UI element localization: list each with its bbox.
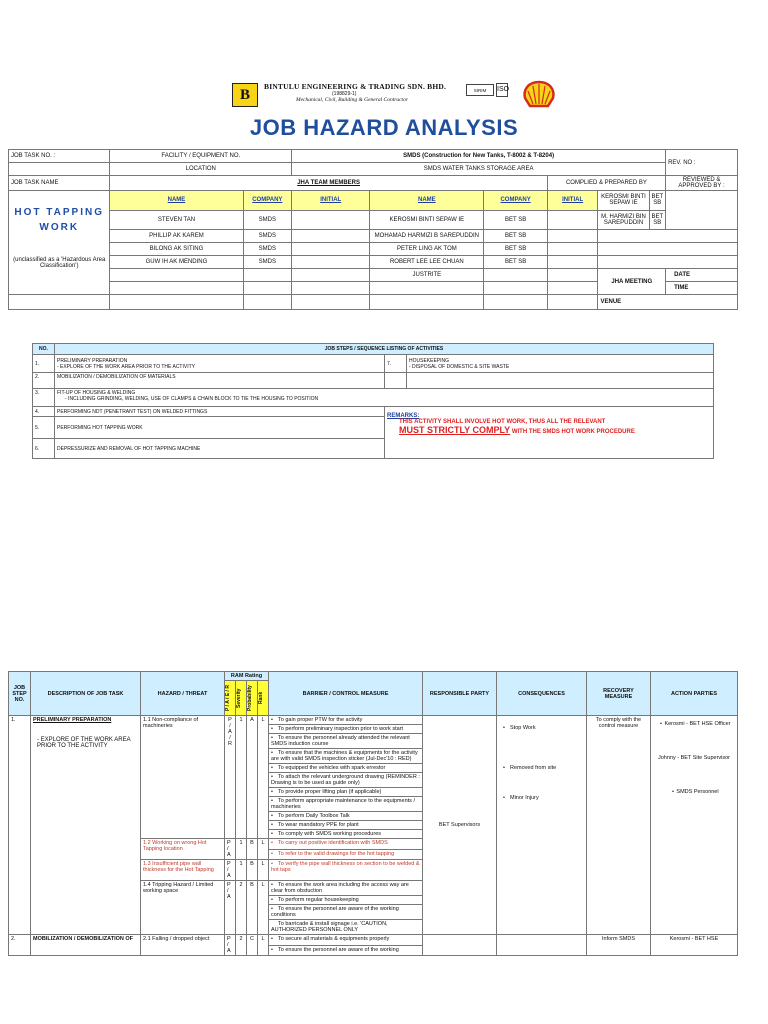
steps-no-header: NO. <box>33 344 55 355</box>
col-ram-rating: RAM Rating <box>225 672 269 681</box>
table-row: 1.2 Working on wrong Hot Tapping location P / A 1 B L • To carry out positive identification with SMDS <box>9 839 738 850</box>
reviewed-by-label: REVIEWED & APPROVED BY : <box>666 176 738 191</box>
step-row: 5. PERFORMING HOT TAPPING WORK <box>33 417 714 439</box>
page-title: JOB HAZARD ANALYSIS <box>249 115 519 140</box>
table-row: • To provide proper lifting plan (if applicable) <box>9 788 738 797</box>
venue-label: VENUE <box>598 295 738 310</box>
table-row: 1.4 Tripping Hazard / Limited working space P / A 2 B L • To ensure the work area including the access way are clear from obstuction <box>9 881 738 896</box>
date-label: DATE <box>666 269 738 282</box>
jha-header-table <box>8 149 738 310</box>
recovery-measure: To comply with the control measure <box>587 716 651 935</box>
preparer-name: KEROSMI BINTI SEPAW IE <box>598 191 649 210</box>
jha-analysis-table <box>8 671 738 956</box>
table-row: • To perform appropriate maintenance to the equipments / machineries <box>9 797 738 812</box>
remark-emphasis: MUST STRICTLY COMPLY <box>399 425 511 435</box>
col-company: COMPANY <box>243 191 292 211</box>
table-row: • To perform Daily Toolbox Talk <box>9 812 738 821</box>
col-action-parties: ACTION PARTIES <box>651 672 738 716</box>
table-row: To barricade & install signage i.e. 'CAUTION, AUTHORIZED PERSONNEL ONLY <box>9 920 738 935</box>
task-note: (unclassified as a 'Hazardous Area Classification') <box>13 257 106 269</box>
col-recovery: RECOVERY MEASURE <box>587 672 651 716</box>
col-name: NAME <box>110 191 243 211</box>
table-row: • To refer to the valid drawings for the hot tapping <box>9 849 738 860</box>
jha-meeting-label: JHA MEETING <box>598 269 666 295</box>
step-row: 1. PRELIMINARY PREPARATION - EXPLORE OF THE WORK AREA PRIOR TO THE ACTIVITY 7. HOUSEKEEPING - DISPOSAL OF DOMESTIC & SITE WASTE <box>33 355 714 373</box>
table-row: • To ensure the personnel are aware of the working conditions <box>9 905 738 920</box>
col-initial-2: INITIAL <box>547 191 598 211</box>
table-row: • To ensure the personnel are aware of the working <box>9 945 738 956</box>
col-consequences: CONSEQUENCES <box>497 672 587 716</box>
table-row: • To ensure that the machines & equipments for the activity are with valid SMDS inspection sticker (Jul-Dec'10 : RED) <box>9 749 738 764</box>
col-job-step: JOB STEP NO. <box>9 672 31 716</box>
remark-line-1: THIS ACTIVITY SHALL INVOLVE HOT WORK, THUS ALL THE RELEVANT <box>399 419 606 425</box>
ram-probability: Probability <box>247 685 253 711</box>
step-row: 3. FIT-UP OF HOUSING & WELDING - INCLUDING GRINDING, WELDING, USE OF CLAMPS & CHAIN BLOCK TO TIE THE HOUSING TO POSITION <box>33 389 714 407</box>
job-task-name-label: JOB TASK NAME <box>9 176 110 191</box>
company-logo: B <box>232 83 258 107</box>
table-row: • To wear mandatory PPE for plant <box>9 821 738 830</box>
location-label: LOCATION <box>110 163 292 176</box>
responsible-party: BET Supervisors <box>423 716 497 935</box>
preparer-name: M. HARMIZI BIN SAREPUDDIN <box>598 210 649 229</box>
preparer-company: BET SB <box>649 191 665 210</box>
task-title: HOT TAPPING WORK <box>14 207 104 233</box>
remarks-label: REMARKS: <box>387 413 420 419</box>
rev-no: REV. NO : <box>666 150 738 176</box>
table-row: • To perform preliminary inspection prior to work start <box>9 725 738 734</box>
member-row: JUSTRITE JHA MEETING DATE <box>9 269 738 282</box>
table-row: • To comply with SMDS working procedures <box>9 830 738 839</box>
col-company-2: COMPANY <box>484 191 547 211</box>
member-row: STEVEN TAN SMDS KEROSMI BINTI SEPAW IE BET SB <box>9 210 738 230</box>
col-description: DESCRIPTION OF JOB TASK <box>31 672 141 716</box>
ram-pae: P / A / E / R <box>225 685 231 711</box>
remark-line-2: WITH THE SMDS HOT WORK PROCEDURE <box>510 429 635 435</box>
facility-label: FACILITY / EQUIPMENT NO. <box>110 150 292 163</box>
col-name-2: NAME <box>370 191 484 211</box>
company-header <box>232 80 562 110</box>
col-barrier: BARRIER / CONTROL MEASURE <box>269 672 423 716</box>
ram-severity: Severity <box>236 688 242 708</box>
member-row: BILONG AK SITING SMDS PETER LING AK TOM BET SB <box>9 243 738 256</box>
company-name: BINTULU ENGINEERING & TRADING SDN. BHD. <box>264 82 447 91</box>
steps-title-header: JOB STEPS / SEQUENCE LISTING OF ACTIVITIES <box>55 344 714 355</box>
sirim-cert-logo: SIRIM <box>466 84 494 96</box>
step-row: 4. PERFORMING NDT (PENETRANT TEST) ON WELDED FITTINGS REMARKS: THIS ACTIVITY SHALL INVOLVE HOT WORK, THUS ALL THE RELEVANT MUST STRICTLY COMPLY WITH THE SMDS HOT WORK PROCEDURE <box>33 407 714 417</box>
job-task-no-label: JOB TASK NO. : <box>9 150 110 163</box>
facility-value: SMDS (Construction for New Tanks, T-8002 & T-8204) <box>292 150 666 163</box>
table-row: • To ensure the personnel already attended the relevant SMDS induction course <box>9 734 738 749</box>
table-row: 1.3 Insufficient pipe wall thickness for the Hot Tapping P / A 1 B L • To verify the pipe wall thickness on section to be welded & hot taps <box>9 860 738 881</box>
company-subtitle: Mechanical, Civil, Building & General Contractor <box>296 97 408 103</box>
table-row: • To equipped the vehicles with spark errestor <box>9 764 738 773</box>
company-reg: (198829-1) <box>332 91 357 97</box>
table-row: • To attach the relevant underground drawing (REMINDER : Drawing is to be used as guide only) <box>9 773 738 788</box>
table-row: • To perform regular housekeeping <box>9 896 738 905</box>
time-label: TIME <box>666 282 738 295</box>
col-hazard: HAZARD / THREAT <box>141 672 225 716</box>
compiled-by-label: COMPLIED & PREPARED BY <box>547 176 665 191</box>
job-steps-table <box>32 343 714 459</box>
table-row: 2. MOBILIZATION / DEMOBILIZATION OF 2.1 Falling / dropped object P / A 2 C L • To secure all materials & equipments properly Inform SMDS Kerosmi - BET HSE <box>9 935 738 946</box>
team-members-label: JHA TEAM MEMBERS <box>110 176 547 191</box>
iso-cert-logo: ISO <box>496 83 508 97</box>
member-row: PHILLIP AK KAREM SMDS MOHAMAD HARMIZI B SAREPUDDIN BET SB <box>9 230 738 243</box>
ram-rank: Rank <box>258 691 264 705</box>
table-row: 1. PRELIMINARY PREPARATION - EXPLORE OF THE WORK AREA PRIOR TO THE ACTIVITY 1.1 Non-compliance of machineries P / A / R 1 A L • To gain proper PTW for the activity BET Supervisors • Stop Work • Removed from site • Minor Injury To comply with the control measure • Kerosmi - BET HSE Officer Johnny - BET Site Supervisor • SMDS Personnel <box>9 716 738 725</box>
step-row: 2. MOBILIZATION / DEMOBILIZATION OF MATERIALS <box>33 373 714 389</box>
col-initial: INITIAL <box>292 191 370 211</box>
location-value: SMDS WATER TANKS STORAGE AREA <box>292 163 666 176</box>
member-row: GUW IH AK MENDING SMDS ROBERT LEE LEE CHUAN BET SB <box>9 256 738 269</box>
shell-logo-icon <box>522 80 556 110</box>
step-row: 6. DEPRESSURIZE AND REMOVAL OF HOT TAPPING MACHINE <box>33 439 714 459</box>
preparer-company: BET SB <box>651 213 664 226</box>
col-responsible: RESPONSIBLE PARTY <box>423 672 497 716</box>
